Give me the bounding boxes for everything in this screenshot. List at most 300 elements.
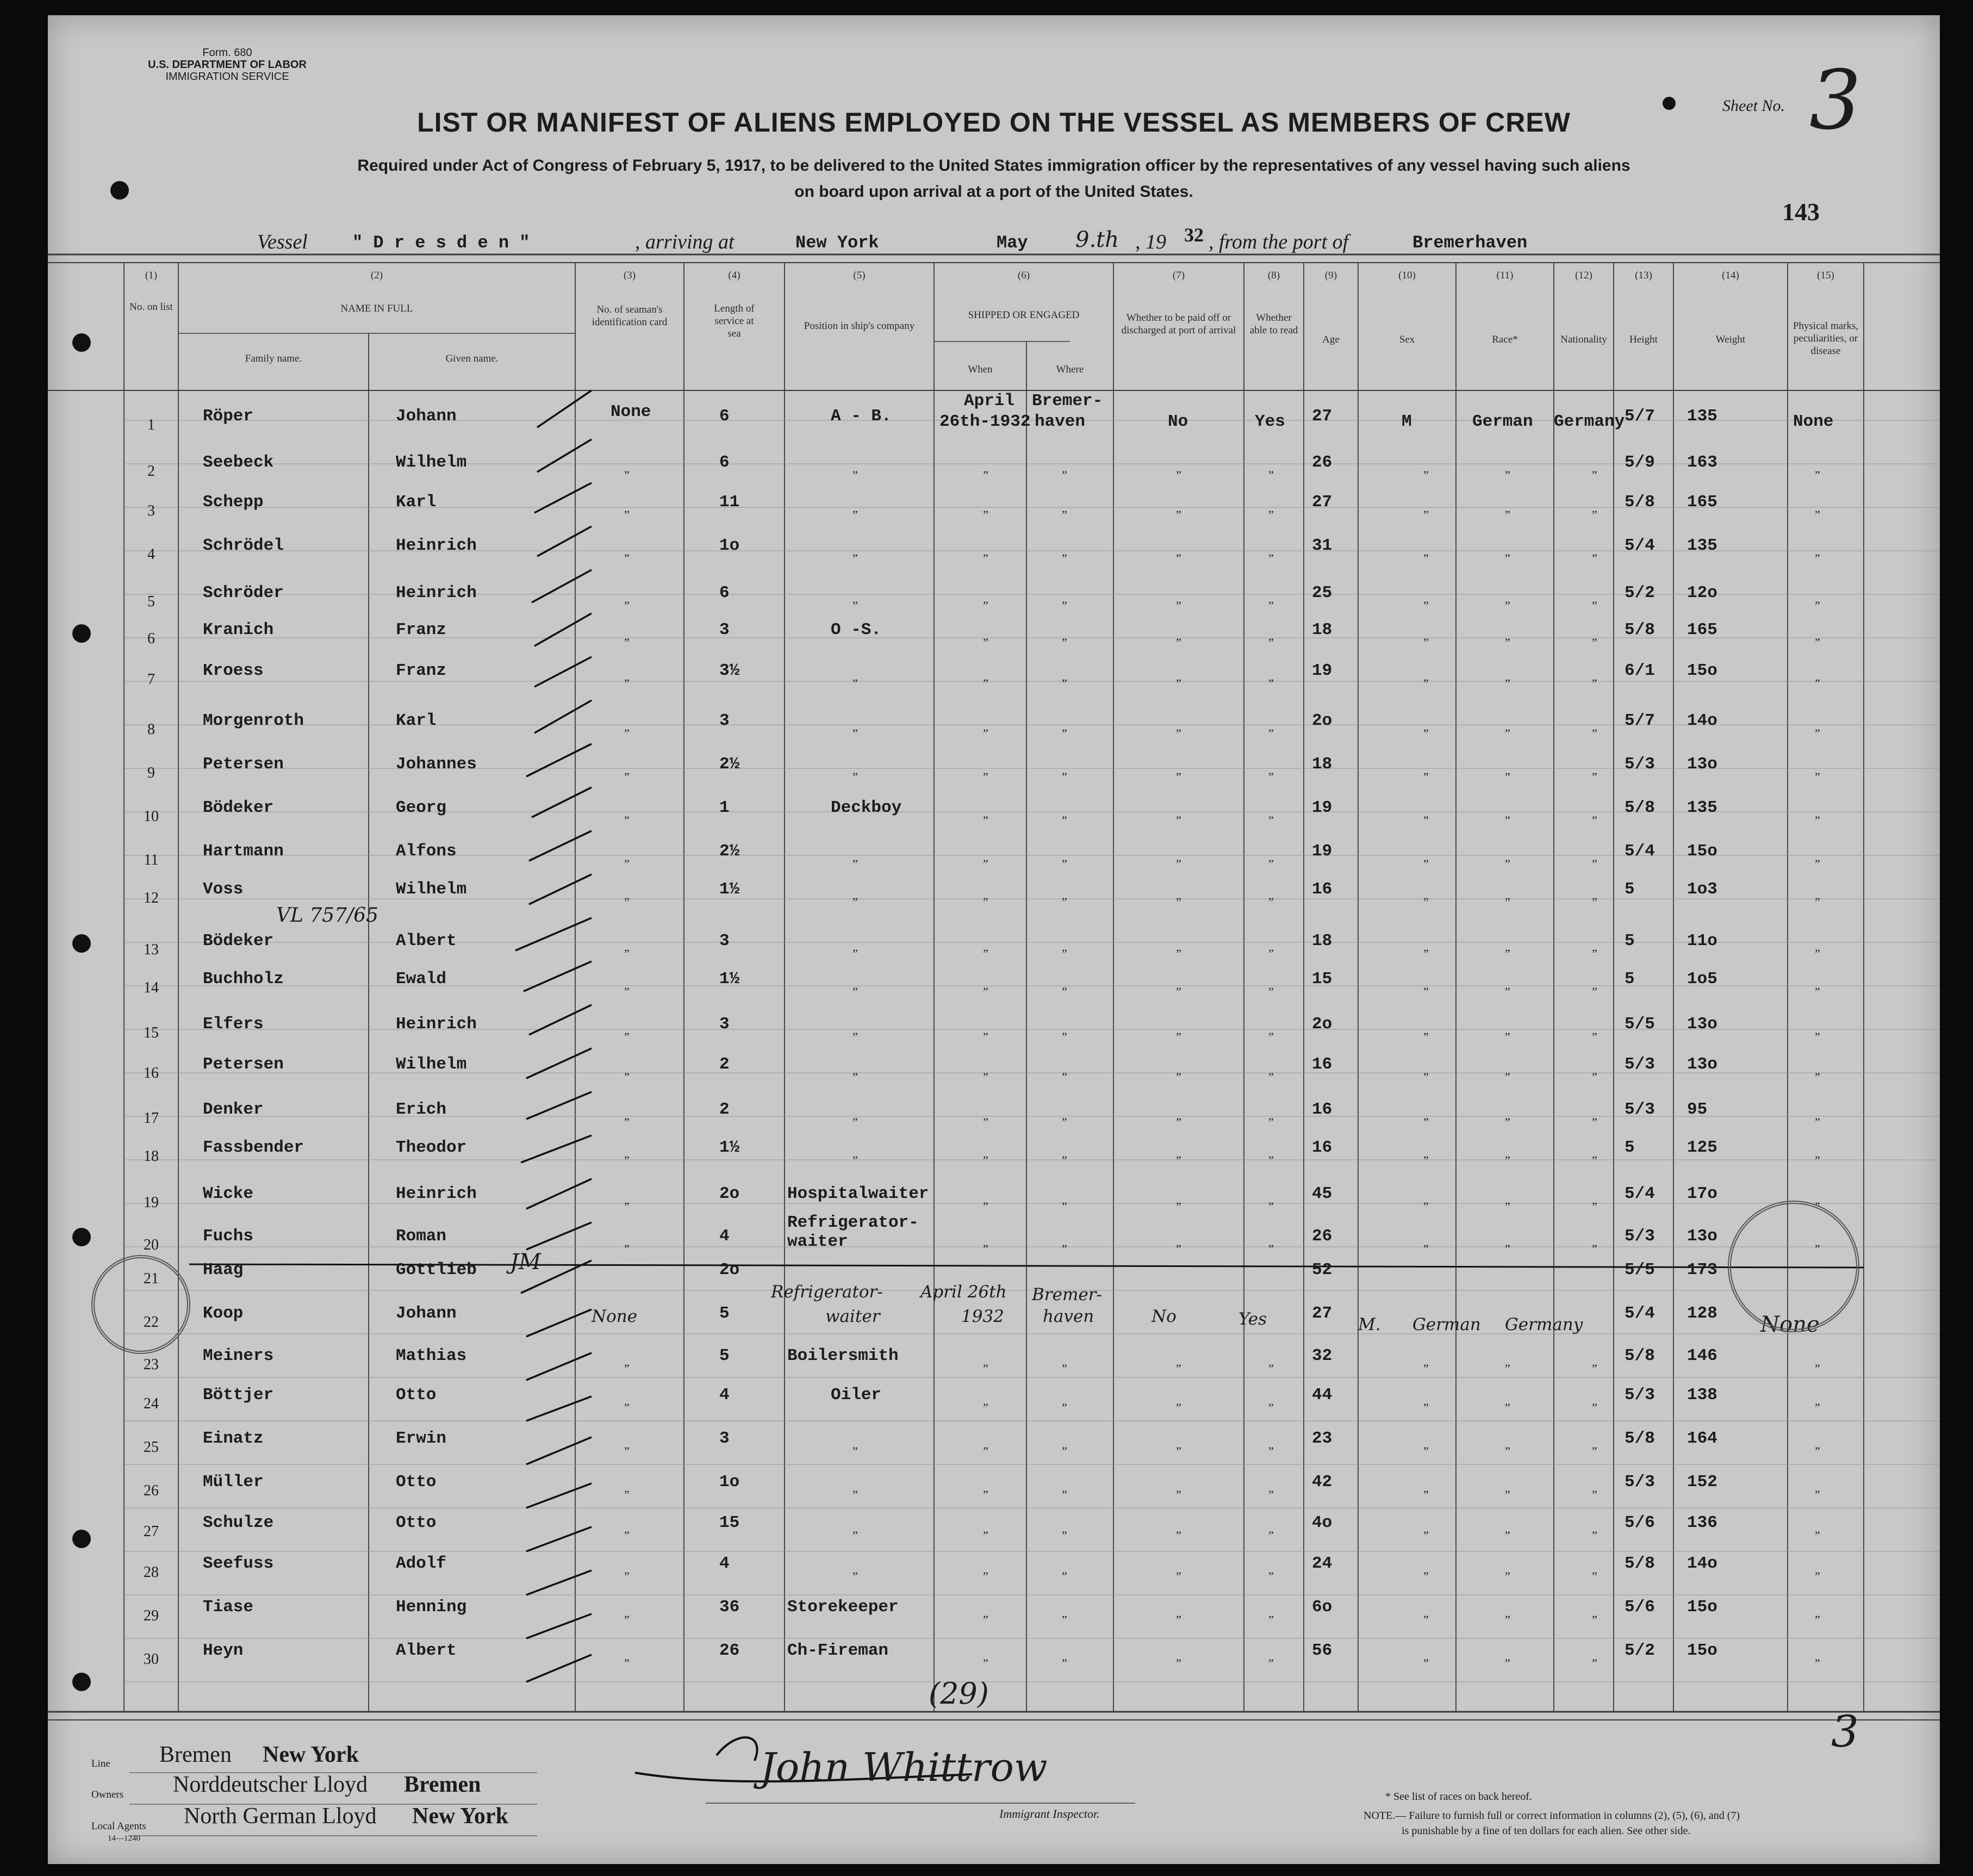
age: 18: [1312, 620, 1333, 639]
ditto-mark: ”: [1815, 1401, 1820, 1414]
ditto-mark: ”: [624, 1242, 630, 1256]
penalty-note-1: NOTE.— Failure to furnish full or correct information in columns (2), (5), (6), and (7): [1364, 1810, 1740, 1822]
ditto-mark: ”: [852, 857, 858, 871]
ditto-mark: ”: [1062, 1401, 1067, 1414]
height: 5/7: [1625, 407, 1655, 426]
ditto-mark: ”: [1592, 1569, 1597, 1583]
ditto-mark: ”: [1592, 508, 1597, 521]
given-name: Georg: [396, 798, 447, 817]
age: 15: [1312, 970, 1333, 989]
age: 19: [1312, 798, 1333, 817]
ditto-mark: ”: [983, 636, 988, 649]
position: Boilersmith: [787, 1346, 899, 1365]
initials-annotation: JM: [510, 1250, 541, 1275]
ditto-mark: ”: [1176, 551, 1181, 565]
given-name: Franz: [396, 620, 447, 639]
ditto-mark: ”: [1505, 636, 1510, 649]
row1-nationality: Germany: [1554, 412, 1625, 431]
ditto-mark: ”: [1176, 468, 1181, 482]
family-name: Einatz: [203, 1429, 264, 1448]
row-number: 23: [144, 1356, 159, 1373]
ditto-mark: ”: [1062, 857, 1067, 871]
ditto-mark: ”: [983, 508, 988, 521]
vessel-label: Vessel: [257, 231, 308, 253]
position: Deckboy: [831, 798, 902, 817]
service-length: 3: [719, 1429, 730, 1448]
ditto-mark: ”: [1815, 1200, 1820, 1213]
ditto-mark: ”: [624, 1444, 630, 1458]
ditto-mark: ”: [1176, 1153, 1181, 1167]
col-12-header: Nationality: [1560, 334, 1607, 345]
row-number: 18: [144, 1148, 159, 1165]
given-name: Johann: [396, 1304, 457, 1323]
age: 4o: [1312, 1513, 1333, 1532]
given-name: Heinrich: [396, 583, 477, 602]
weight: 13o: [1687, 1055, 1717, 1074]
sheet-label: Sheet No.: [1722, 97, 1785, 115]
ditto-mark: ”: [1268, 599, 1274, 612]
service-length: 36: [719, 1598, 740, 1617]
arrival-port: New York: [795, 233, 879, 253]
ditto-mark: ”: [624, 895, 630, 909]
ditto-mark: ”: [624, 551, 630, 565]
ditto-mark: ”: [1268, 1200, 1274, 1213]
given-name: Franz: [396, 661, 447, 680]
service-length: 1o: [719, 1473, 740, 1492]
weight: 135: [1687, 798, 1717, 817]
weight: 128: [1687, 1304, 1717, 1323]
ditto-mark: ”: [852, 599, 858, 612]
ditto-mark: ”: [1815, 1115, 1820, 1129]
given-name: Albert: [396, 931, 457, 951]
ditto-mark: ”: [1592, 813, 1597, 827]
age: 27: [1312, 493, 1333, 512]
row1-sex: M: [1402, 412, 1412, 431]
given-name: Wilhelm: [396, 453, 467, 472]
position: Refrigerator-waiter: [787, 1213, 919, 1251]
ditto-mark: ”: [852, 508, 858, 521]
ditto-mark: ”: [1592, 857, 1597, 871]
ditto-mark: ”: [1268, 1488, 1274, 1501]
given-name: Otto: [396, 1473, 437, 1492]
family-name: Röper: [203, 407, 254, 426]
ditto-mark: ”: [983, 599, 988, 612]
position: Oiler: [831, 1386, 882, 1405]
ditto-mark: ”: [1268, 726, 1274, 740]
family-name: Meiners: [203, 1346, 274, 1365]
height: 5/8: [1625, 1346, 1655, 1365]
height: 5/6: [1625, 1513, 1655, 1532]
given-name: Heinrich: [396, 1184, 477, 1203]
row-number: 13: [144, 941, 159, 958]
service-length: 4: [719, 1227, 730, 1246]
age: 16: [1312, 880, 1333, 899]
position: Ch-Fireman: [787, 1641, 889, 1660]
ditto-mark: ”: [1423, 508, 1429, 521]
ditto-mark: ”: [983, 813, 988, 827]
row22-nationality: Germany: [1505, 1315, 1583, 1334]
ditto-mark: ”: [1592, 1115, 1597, 1129]
line-value-2: New York: [263, 1742, 359, 1767]
row-number: 14: [144, 979, 159, 996]
ditto-mark: ”: [624, 1488, 630, 1501]
ditto-mark: ”: [624, 947, 630, 960]
ditto-mark: ”: [1592, 551, 1597, 565]
ditto-mark: ”: [1505, 1569, 1510, 1583]
ditto-mark: ”: [1815, 985, 1820, 998]
col-5-header: Position in ship's company: [804, 320, 915, 332]
row1-when-2: 26th-1932: [939, 412, 1031, 431]
age: 19: [1312, 661, 1333, 680]
col-14-header: Weight: [1715, 334, 1746, 345]
ditto-mark: ”: [1815, 726, 1820, 740]
age: 19: [1312, 842, 1333, 861]
given-name: Erwin: [396, 1429, 447, 1448]
ditto-mark: ”: [1423, 676, 1429, 690]
ditto-mark: ”: [1062, 1115, 1067, 1129]
check-marks: [515, 390, 592, 1682]
service-length: 4: [719, 1386, 730, 1405]
ditto-mark: ”: [1423, 599, 1429, 612]
ditto-mark: ”: [1505, 1401, 1510, 1414]
ditto-mark: ”: [1505, 468, 1510, 482]
ditto-mark: ”: [1815, 1488, 1820, 1501]
ditto-mark: ”: [1268, 1070, 1274, 1084]
family-name: Kroess: [203, 661, 264, 680]
ditto-mark: ”: [1423, 857, 1429, 871]
ditto-mark: ”: [1176, 599, 1181, 612]
ditto-mark: ”: [1268, 1613, 1274, 1626]
row22-position-2: waiter: [825, 1307, 880, 1326]
service-length: 6: [719, 453, 730, 472]
ditto-mark: ”: [1423, 1030, 1429, 1043]
row-number: 12: [144, 890, 159, 906]
weight: 135: [1687, 536, 1717, 555]
ditto-mark: ”: [1062, 813, 1067, 827]
height: 5/4: [1625, 842, 1655, 861]
ditto-mark: ”: [983, 857, 988, 871]
row1-read: Yes: [1255, 412, 1285, 431]
ditto-mark: ”: [852, 1070, 858, 1084]
service-length: 1½: [719, 1138, 740, 1157]
ditto-mark: ”: [1176, 1401, 1181, 1414]
ditto-mark: ”: [852, 726, 858, 740]
col-5-number: (5): [853, 270, 866, 281]
family-name: Bödeker: [203, 931, 274, 951]
service-length: 3½: [719, 661, 740, 680]
service-length: 15: [719, 1513, 740, 1532]
weight: 136: [1687, 1513, 1717, 1532]
given-name: Otto: [396, 1513, 437, 1532]
given-name: Heinrich: [396, 1015, 477, 1034]
col-6b-header: Where: [1056, 364, 1084, 375]
ditto-mark: ”: [1268, 1444, 1274, 1458]
service: IMMIGRATION SERVICE: [165, 71, 289, 83]
age: 44: [1312, 1386, 1333, 1405]
row-number: 26: [144, 1482, 159, 1499]
ditto-mark: ”: [1423, 985, 1429, 998]
ditto-mark: ”: [1268, 985, 1274, 998]
ditto-mark: ”: [1815, 636, 1820, 649]
ditto-mark: ”: [983, 1200, 988, 1213]
ditto-mark: ”: [1176, 985, 1181, 998]
ditto-mark: ”: [1268, 770, 1274, 784]
position: O -S.: [831, 620, 882, 639]
ditto-mark: ”: [1423, 551, 1429, 565]
service-length: 2o: [719, 1260, 740, 1279]
weight: 13o: [1687, 1015, 1717, 1034]
family-name: Voss: [203, 880, 244, 899]
ditto-mark: ”: [983, 947, 988, 960]
ditto-mark: ”: [1505, 551, 1510, 565]
row-number: 4: [147, 546, 155, 563]
ditto-mark: ”: [983, 551, 988, 565]
ditto-mark: ”: [983, 1242, 988, 1256]
weight: 165: [1687, 493, 1717, 512]
given-name: Karl: [396, 711, 437, 730]
ditto-mark: ”: [983, 468, 988, 482]
count-annotation: (29): [929, 1676, 989, 1711]
height: 5/5: [1625, 1015, 1655, 1034]
ditto-mark: ”: [1268, 1569, 1274, 1583]
line-label: Line: [91, 1758, 110, 1769]
weight: 165: [1687, 620, 1717, 639]
service-length: 4: [719, 1554, 730, 1573]
age: 2o: [1312, 711, 1333, 730]
ditto-mark: ”: [983, 1362, 988, 1375]
ditto-mark: ”: [624, 1115, 630, 1129]
age: 18: [1312, 931, 1333, 951]
ditto-mark: ”: [983, 1115, 988, 1129]
row1-card: None: [611, 402, 651, 421]
service-length: 1o: [719, 536, 740, 555]
sheet-number: 3: [1809, 53, 1862, 148]
age: 16: [1312, 1100, 1333, 1119]
row-number: 6: [147, 630, 155, 647]
weight: 15o: [1687, 842, 1717, 861]
ditto-mark: ”: [1592, 1613, 1597, 1626]
ditto-mark: ”: [1815, 813, 1820, 827]
arrival-day: 9.th: [1075, 227, 1119, 252]
ditto-mark: ”: [1062, 676, 1067, 690]
service-length: 2½: [719, 755, 740, 774]
consulate-stamp-right: [1728, 1201, 1859, 1332]
ditto-mark: ”: [1505, 676, 1510, 690]
family-name: Petersen: [203, 1055, 284, 1074]
col-2a-header: Family name.: [245, 353, 302, 364]
ditto-mark: ”: [1815, 508, 1820, 521]
col-8-number: (8): [1267, 270, 1280, 281]
ditto-mark: ”: [1505, 1242, 1510, 1256]
height: 5/3: [1625, 1473, 1655, 1492]
service-length: 6: [719, 583, 730, 602]
ditto-mark: ”: [852, 985, 858, 998]
row22-where-1: Bremer-: [1032, 1285, 1102, 1304]
ditto-mark: ”: [852, 1444, 858, 1458]
owners-label: Owners: [91, 1789, 124, 1800]
col-2-number: (2): [370, 270, 383, 281]
service-length: 2o: [719, 1184, 740, 1203]
ditto-mark: ”: [624, 985, 630, 998]
row-number: 28: [144, 1564, 159, 1581]
weight: 14o: [1687, 711, 1717, 730]
ditto-mark: ”: [1176, 1030, 1181, 1043]
weight: 164: [1687, 1429, 1717, 1448]
ditto-mark: ”: [1423, 1070, 1429, 1084]
row22-sex: M.: [1358, 1315, 1381, 1334]
ditto-mark: ”: [852, 770, 858, 784]
height: 5/9: [1625, 453, 1655, 472]
service-length: 2½: [719, 842, 740, 861]
col-12-number: (12): [1575, 270, 1592, 281]
family-name: Haag: [203, 1260, 244, 1279]
row1-paid: No: [1168, 412, 1188, 431]
family-name: Müller: [203, 1473, 264, 1492]
ditto-mark: ”: [983, 1488, 988, 1501]
ditto-mark: ”: [1423, 1656, 1429, 1670]
row-number: 17: [144, 1110, 159, 1127]
ditto-mark: ”: [983, 770, 988, 784]
family-name: Seebeck: [203, 453, 274, 472]
age: 42: [1312, 1473, 1333, 1492]
col-15-header: Physical marks, peculiarities, or disease: [1792, 320, 1859, 357]
ditto-mark: ”: [1062, 1200, 1067, 1213]
ditto-mark: ”: [1505, 813, 1510, 827]
ditto-mark: ”: [1176, 1444, 1181, 1458]
ditto-mark: ”: [1505, 1070, 1510, 1084]
col-6a-header: When: [968, 364, 993, 375]
ditto-mark: ”: [852, 1488, 858, 1501]
weight: 135: [1687, 407, 1717, 426]
from-label: , from the port of: [1209, 231, 1349, 253]
ditto-mark: ”: [1062, 1070, 1067, 1084]
row-number: 11: [144, 852, 159, 868]
row-number: 27: [144, 1523, 159, 1540]
service-length: 1½: [719, 970, 740, 989]
service-length: 5: [719, 1304, 730, 1323]
given-name: Albert: [396, 1641, 457, 1660]
ditto-mark: ”: [1268, 1656, 1274, 1670]
row-number: 21: [144, 1270, 159, 1287]
given-name: Otto: [396, 1386, 437, 1405]
col-3-number: (3): [623, 270, 636, 281]
height: 5/2: [1625, 1641, 1655, 1660]
ditto-mark: ”: [1592, 1529, 1597, 1542]
ditto-mark: ”: [1062, 508, 1067, 521]
ditto-mark: ”: [1505, 1200, 1510, 1213]
age: 32: [1312, 1346, 1333, 1365]
height: 5/8: [1625, 493, 1655, 512]
ditto-mark: ”: [1815, 1153, 1820, 1167]
ditto-mark: ”: [983, 1529, 988, 1542]
row-number: 22: [144, 1314, 159, 1331]
ditto-mark: ”: [1505, 1656, 1510, 1670]
races-note: * See list of races on back hereof.: [1385, 1791, 1532, 1803]
ditto-mark: ”: [1815, 1070, 1820, 1084]
age: 56: [1312, 1641, 1333, 1660]
ditto-mark: ”: [1592, 770, 1597, 784]
ditto-mark: ”: [624, 1200, 630, 1213]
ditto-mark: ”: [1062, 1362, 1067, 1375]
col-4-header: Length of service at sea: [714, 303, 755, 339]
service-length: 11: [719, 493, 740, 512]
ditto-mark: ”: [624, 1030, 630, 1043]
row-number: 30: [144, 1651, 159, 1668]
row22-when-1: April 26th: [920, 1282, 1007, 1302]
col-6-header: SHIPPED OR ENGAGED: [968, 309, 1080, 321]
height: 5/6: [1625, 1598, 1655, 1617]
ditto-mark: ”: [1268, 636, 1274, 649]
given-name: Henning: [396, 1598, 467, 1617]
ditto-mark: ”: [1268, 551, 1274, 565]
ditto-mark: ”: [1176, 508, 1181, 521]
ditto-mark: ”: [1505, 1444, 1510, 1458]
ditto-mark: ”: [1592, 1488, 1597, 1501]
ditto-mark: ”: [1176, 1242, 1181, 1256]
age: 2o: [1312, 1015, 1333, 1034]
family-name: Buchholz: [203, 970, 284, 989]
ditto-mark: ”: [1815, 895, 1820, 909]
department: U.S. DEPARTMENT OF LABOR: [148, 59, 307, 71]
ditto-mark: ”: [983, 1569, 988, 1583]
weight: 17o: [1687, 1184, 1717, 1203]
family-name: Hartmann: [203, 842, 284, 861]
ditto-mark: ”: [1176, 726, 1181, 740]
ditto-mark: ”: [624, 1401, 630, 1414]
ditto-mark: ”: [1815, 1444, 1820, 1458]
family-name: Petersen: [203, 755, 284, 774]
ditto-mark: ”: [1423, 1401, 1429, 1414]
ditto-mark: ”: [1423, 1569, 1429, 1583]
row22-when-2: 1932: [961, 1307, 1004, 1326]
ditto-mark: ”: [1815, 468, 1820, 482]
col-15-number: (15): [1817, 270, 1834, 281]
ditto-mark: ”: [1062, 1656, 1067, 1670]
row22-marks: None: [1760, 1312, 1820, 1337]
owners-value-2: Bremen: [404, 1772, 481, 1797]
stamp-number: 143: [1782, 198, 1820, 226]
service-length: 26: [719, 1641, 740, 1660]
ditto-mark: ”: [983, 1153, 988, 1167]
ditto-mark: ”: [852, 1153, 858, 1167]
ditto-mark: ”: [1268, 1362, 1274, 1375]
weight: 173: [1687, 1260, 1717, 1279]
table-grid: [48, 15, 1940, 1864]
ditto-mark: ”: [624, 813, 630, 827]
ditto-mark: ”: [624, 508, 630, 521]
ditto-mark: ”: [1423, 636, 1429, 649]
ditto-mark: ”: [624, 1362, 630, 1375]
given-name: Erich: [396, 1100, 447, 1119]
age: 45: [1312, 1184, 1333, 1203]
height: 5/4: [1625, 1304, 1655, 1323]
weight: 13o: [1687, 1227, 1717, 1246]
ditto-mark: ”: [624, 857, 630, 871]
weight: 11o: [1687, 931, 1717, 951]
line-value-1: Bremen: [159, 1742, 232, 1767]
owners-value-1: Norddeutscher Lloyd: [173, 1772, 368, 1797]
ditto-mark: ”: [1268, 857, 1274, 871]
ditto-mark: ”: [624, 770, 630, 784]
ditto-mark: ”: [1592, 1362, 1597, 1375]
inspector-label: Immigrant Inspector.: [999, 1807, 1100, 1821]
height: 5/3: [1625, 1227, 1655, 1246]
weight: 1o3: [1687, 880, 1717, 899]
ditto-mark: ”: [624, 1070, 630, 1084]
height: 5: [1625, 880, 1635, 899]
year-suffix: 32: [1184, 224, 1204, 246]
age: 16: [1312, 1055, 1333, 1074]
